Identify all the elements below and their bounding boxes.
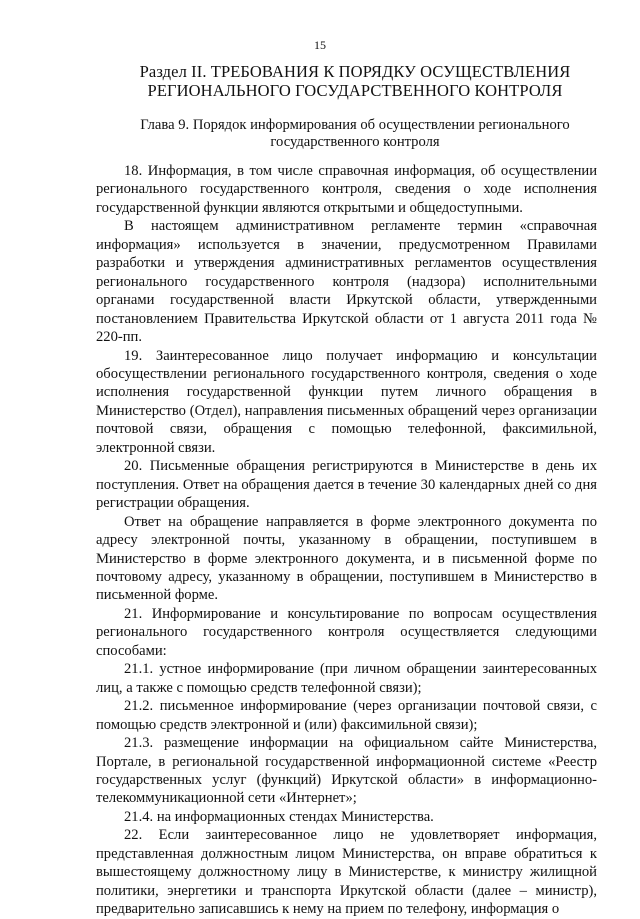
paragraph: 21.3. размещение информации на официальном сайте Министерства, Портале, в региональной государственной информационной системе «Реестр государственных услуг (функций) Иркутской области» в информационно-телекоммуникационной сети «Интернет»; — [96, 735, 597, 807]
paragraph: 21.1. устное информирование (при личном обращении заинтересованных лиц, а также с помощью средств телефонной связи); — [96, 661, 597, 696]
section-title: Раздел II. ТРЕБОВАНИЯ К ПОРЯДКУ ОСУЩЕСТВЛЕНИЯ РЕГИОНАЛЬНОГО ГОСУДАРСТВЕННОГО КОНТРОЛЯ — [139, 62, 571, 100]
paragraph: 21.2. письменное информирование (через организации почтовой связи, с помощью средств электронной и (или) факсимильной связи); — [96, 698, 597, 733]
paragraph: 18. Информация, в том числе справочная информация, об осуществлении регионального государственного контроля, сведения о ходе исполнения государственной функции являются открытыми и общедоступными. — [96, 163, 597, 216]
chapter-title: Глава 9. Порядок информирования об осуществлении регионального государственного контроля — [140, 117, 570, 150]
paragraph: Ответ на обращение направляется в форме электронного документа по адресу электронной почты, указанному в обращении, поступившем в Министерство в форме электронного документа, и в письменной форме по почтовому адресу, указанному в обращении, поступившем в Министерство в письменной форме. — [96, 513, 597, 604]
paragraph: В настоящем административном регламенте термин «справочная информация» используется в значении, предусмотренном Правилами разработки и утверждения административных регламентов осуществления регионального государственного контроля (надзора) исполнительными органами государственной власти Иркутской области, утвержденными постановлением Правительства Иркутской области от 1 августа 2011 года № 220-пп. — [96, 218, 597, 346]
paragraph: 20. Письменные обращения регистрируются в Министерстве в день их поступления. Ответ на обращения дается в течение 30 календарных дней со дня регистрации обращения. — [96, 458, 597, 512]
paragraph: 22. Если заинтересованное лицо не удовлетворяет информация, представленная должностным лицом Министерства, он вправе обратиться к вышестоящему должностному лицу в Министерстве, к министру жилищной политики, энергетики и транспорта Иркутской области (далее – министр), предварительно записавшись к нему на прием по телефону, информация о — [96, 827, 597, 918]
paragraph: 21. Информирование и консультирование по вопросам осуществления регионального государственного контроля осуществляется следующими способами: — [96, 605, 597, 659]
page-number: 15 — [314, 38, 326, 52]
paragraph: 21.4. на информационных стендах Министерства. — [124, 808, 434, 825]
body-text — [96, 162, 597, 919]
paragraph: 19. Заинтересованное лицо получает информацию и консультации обосуществлении регионального государственного контроля, сведения о ходе исполнения государственной функции путем личного обращения в Министерство (Отдел), направления письменных обращений через организации почтовой связи, обращения с помощью телефонной, факсимильной, электронной связи. — [96, 347, 597, 456]
